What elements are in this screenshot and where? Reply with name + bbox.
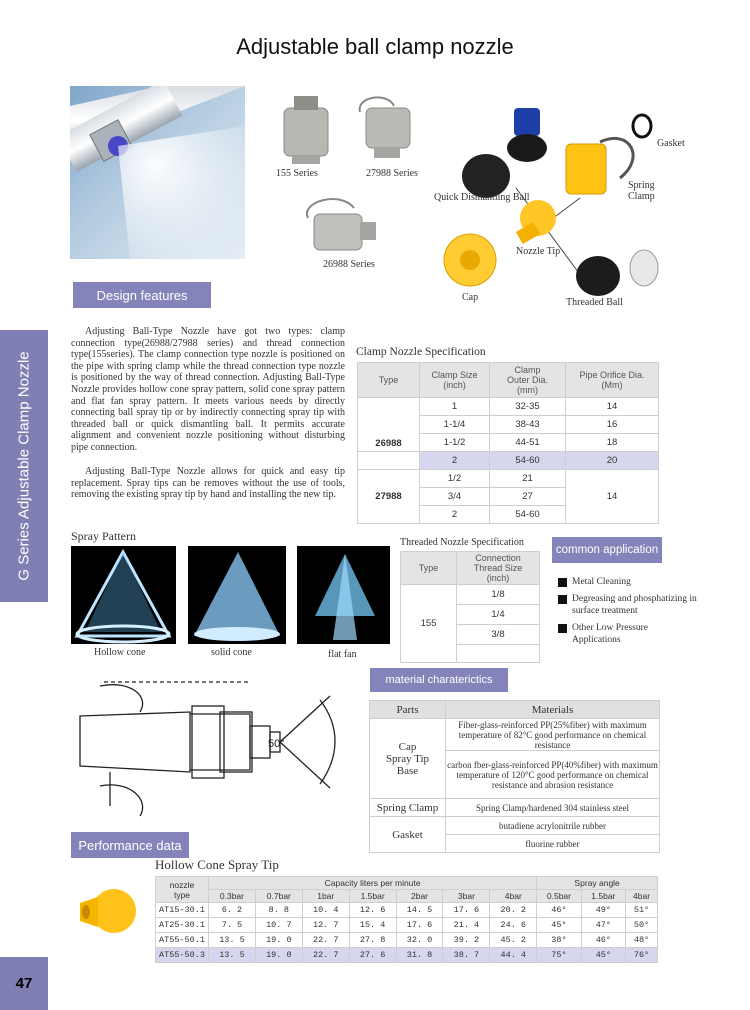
clamp-spec-title: Clamp Nozzle Specification [356, 346, 486, 358]
table-cell: 27. 8 [349, 933, 396, 948]
table-cell: 1/4 [457, 605, 540, 625]
application-item: Other Low Pressure Applications [558, 622, 698, 647]
table-cell: 10. 4 [302, 903, 349, 918]
perf-header-angle: Spray angle [537, 877, 658, 890]
table-cell: 44-51 [490, 434, 566, 452]
label-hollow-cone: Hollow cone [94, 647, 146, 658]
hollow-cone-photo [71, 546, 176, 644]
table-cell: 38-43 [490, 416, 566, 434]
perf-angle-pressure: 4bar [626, 890, 658, 903]
sidebar-text: G Series Adjustable Clamp Nozzle [15, 351, 33, 581]
table-cell: 10. 7 [255, 918, 302, 933]
nozzle-photo [70, 86, 245, 259]
table-cell: 38. 7 [443, 948, 490, 963]
solid-cone-photo [188, 546, 286, 644]
table-cell [358, 452, 420, 470]
table-cell: 17. 6 [443, 903, 490, 918]
perf-pressure: 3bar [443, 890, 490, 903]
label-solid-cone: solid cone [211, 647, 252, 658]
table-cell: AT55-50.3 [156, 948, 209, 963]
table-cell: 45° [581, 948, 625, 963]
table-cell: 27. 6 [349, 948, 396, 963]
label-155-series: 155 Series [276, 168, 318, 179]
label-26988-series: 26988 Series [323, 259, 375, 270]
table-cell: 1-1/4 [420, 416, 490, 434]
material-header: Materials [446, 701, 660, 719]
nozzle-technical-drawing [70, 676, 340, 826]
nozzle-photo-art [70, 86, 245, 259]
perf-header-capacity: Capacity liters per minute [209, 877, 537, 890]
label-quick-dismantling-ball: Quick Dismantling Ball [434, 192, 530, 203]
threaded-spec-table [400, 551, 540, 663]
table-cell: 22. 7 [302, 933, 349, 948]
table-cell: 16 [566, 416, 659, 434]
table-cell: 50° [626, 918, 658, 933]
table-row [156, 933, 658, 948]
spray-angle-label: 50° [268, 738, 285, 750]
material-heading: material charaterictics [370, 668, 508, 692]
table-row [156, 918, 658, 933]
threaded-spec-title: Threaded Nozzle Specification [400, 537, 524, 548]
table-cell: AT15-30.1 [156, 903, 209, 918]
label-nozzle-tip: Nozzle Tip [516, 246, 561, 257]
clamp-type-26988: 26988 [358, 398, 420, 452]
table-cell: 32-35 [490, 398, 566, 416]
clamp-spec-header: Type [358, 363, 420, 398]
material-part-spring: Spring Clamp [370, 799, 446, 817]
material-cell: fluorine rubber [446, 835, 660, 853]
table-cell: 1 [420, 398, 490, 416]
table-cell: 3/4 [420, 488, 490, 506]
table-cell: 51° [626, 903, 658, 918]
table-cell: 19. 0 [255, 948, 302, 963]
performance-heading: Performance data [71, 832, 189, 858]
perf-angle-pressure: 1.5bar [581, 890, 625, 903]
table-cell: 2 [420, 452, 490, 470]
table-cell: 22. 7 [302, 948, 349, 963]
design-features-paragraph-2: Adjusting Ball-Type Nozzle allows for quick and easy tip replacement. Spray tips can be removes without the use of tools, removing the existing spray tip by hand and installing the new tip. [71, 466, 345, 501]
table-cell: 48° [626, 933, 658, 948]
table-cell: 20 [566, 452, 659, 470]
material-table [369, 700, 660, 853]
threaded-type-155: 155 [401, 585, 457, 663]
flat-fan-photo [297, 546, 390, 644]
clamp-spec-header: Clamp Size (inch) [420, 363, 490, 398]
material-part-cap: Cap Spray Tip Base [370, 719, 446, 799]
table-cell: 14. 5 [396, 903, 443, 918]
perf-pressure: 0.7bar [255, 890, 302, 903]
table-cell: 47° [581, 918, 625, 933]
table-cell: 54-60 [490, 506, 566, 524]
table-cell: 18 [566, 434, 659, 452]
table-cell: 76° [626, 948, 658, 963]
label-27988-series: 27988 Series [366, 168, 418, 179]
application-list [558, 576, 698, 647]
material-cell: butadiene acrylonitrile rubber [446, 817, 660, 835]
table-cell: 21. 4 [443, 918, 490, 933]
clamp-spec-header: Pipe Orifice Dia. (Mm) [566, 363, 659, 398]
perf-pressure: 2bar [396, 890, 443, 903]
perf-angle-pressure: 0.5bar [537, 890, 581, 903]
perf-pressure: 4bar [490, 890, 537, 903]
table-cell: 54-60 [490, 452, 566, 470]
material-cell: carbon fber-glass-reinforced PP(40%fiber) with maximum temperature of 120°C good performance on chemical resistance and abrasion resistance [446, 751, 660, 799]
label-spring-clamp: Spring Clamp [628, 180, 655, 202]
table-cell: 46° [537, 903, 581, 918]
table-cell: 17. 6 [396, 918, 443, 933]
threaded-spec-header: Connection Thread Size (inch) [457, 552, 540, 585]
clamp-spec-table [357, 362, 659, 524]
table-cell: 19. 0 [255, 933, 302, 948]
table-cell: 39. 2 [443, 933, 490, 948]
label-threaded-ball: Threaded Ball [566, 297, 623, 308]
material-part-gasket: Gasket [370, 817, 446, 853]
table-cell: 13. 5 [209, 948, 256, 963]
material-cell: Fiber-glass-reinforced PP(25%fiber) with maximum temperature of 82°C good performance on chemical resistance [446, 719, 660, 751]
perf-pressure: 1bar [302, 890, 349, 903]
table-cell: 13. 5 [209, 933, 256, 948]
performance-table [155, 876, 658, 963]
common-application-heading: common application [552, 537, 662, 563]
design-features-heading: Design features [73, 282, 211, 308]
material-cell: Spring Clamp/hardened 304 stainless steel [446, 799, 660, 817]
page-title: Adjustable ball clamp nozzle [236, 34, 514, 59]
label-cap: Cap [462, 292, 479, 303]
perf-pressure: 0.3bar [209, 890, 256, 903]
table-cell: 1/2 [420, 470, 490, 488]
table-cell: 24. 6 [490, 918, 537, 933]
table-cell: 44. 4 [490, 948, 537, 963]
label-flat-fan: flat fan [328, 649, 357, 660]
page-number: 47 [0, 957, 48, 1010]
label-gasket: Gasket [657, 138, 685, 149]
table-cell: 21 [490, 470, 566, 488]
threaded-spec-header: Type [401, 552, 457, 585]
table-cell: 46° [581, 933, 625, 948]
table-cell: 20. 2 [490, 903, 537, 918]
table-cell: 45° [537, 918, 581, 933]
table-cell: 14 [566, 470, 659, 524]
design-features-paragraph-1: Adjusting Ball-Type Nozzle have got two types: clamp connection type(26988/27988 series) and thread connection type(155series). The clamp connection type nozzle is positioned on the pipe with spring clamp while the thread connection type nozzle is positioned by the way of thread connection. Adjusting Ball-Type Nozzle provides hollow cone spray pattern, solid cone spray pattern and flat fan spray pattern. It meets various needs by directly connecting ball spray tip or by indirectly connecting spray tip with threaded ball or quick dismantling ball. It permits accurate alignment and convenient nozzle positioning without disturbing pipe connection. [71, 326, 345, 453]
table-cell: 38° [537, 933, 581, 948]
table-cell: 12. 6 [349, 903, 396, 918]
series-nozzles-art [270, 90, 430, 280]
table-cell: 12. 7 [302, 918, 349, 933]
table-cell: 6. 2 [209, 903, 256, 918]
table-row [156, 903, 658, 918]
table-cell: 3/8 [457, 625, 540, 645]
clamp-type-27988: 27988 [358, 470, 420, 524]
application-item: Metal Cleaning [558, 576, 698, 589]
table-cell: 1/8 [457, 585, 540, 605]
performance-subtitle: Hollow Cone Spray Tip [155, 857, 279, 872]
spray-tip-image [76, 885, 138, 937]
table-cell [457, 645, 540, 663]
table-cell: 31. 8 [396, 948, 443, 963]
table-cell: 1-1/2 [420, 434, 490, 452]
perf-pressure: 1.5bar [349, 890, 396, 903]
table-cell: 14 [566, 398, 659, 416]
table-cell: 15. 4 [349, 918, 396, 933]
table-cell: 49° [581, 903, 625, 918]
material-header: Parts [370, 701, 446, 719]
spray-pattern-heading: Spray Pattern [71, 529, 136, 543]
clamp-spec-header: Clamp Outer Dia. (mm) [490, 363, 566, 398]
table-cell: 27 [490, 488, 566, 506]
table-cell: 7. 5 [209, 918, 256, 933]
parts-diagram-art [430, 98, 690, 313]
table-cell: AT55-50.1 [156, 933, 209, 948]
table-cell: 8. 8 [255, 903, 302, 918]
table-cell: 32. 0 [396, 933, 443, 948]
table-row [156, 948, 658, 963]
perf-header-type: nozzle type [156, 877, 209, 903]
table-cell: 75° [537, 948, 581, 963]
table-cell: 45. 2 [490, 933, 537, 948]
table-cell: AT25-30.1 [156, 918, 209, 933]
application-item: Degreasing and phosphatizing in surface treatment [558, 593, 698, 618]
table-cell: 2 [420, 506, 490, 524]
sidebar-banner [0, 330, 48, 602]
